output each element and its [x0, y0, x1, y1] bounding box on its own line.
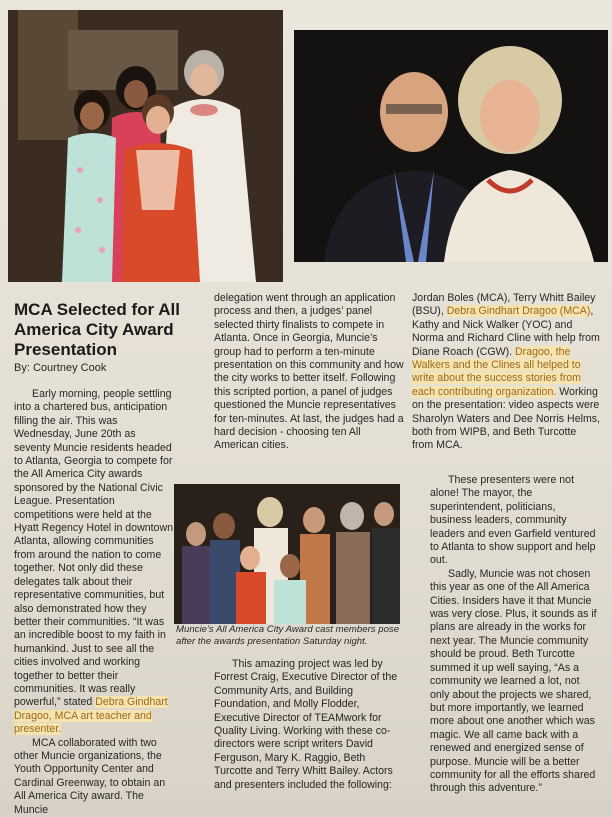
paragraph: delegation went through an application process and then, a judges’ panel selected thirty finalists to compete in Atlanta. Once in Georgia, Muncie’s group had to perform a ten-minute presentation on this community and how the city works to better itself. Following this scripted portion, a panel of judges questioned the Muncie representatives for ten-minutes. At last, the judges had a hard decision - choosing ten All American cities.: [214, 292, 404, 452]
group-photo-top-left: [8, 10, 283, 282]
paragraph: Early morning, people settling into a chartered bus, anticipation filling the air. This was Wednesday, June 20th as seventy Muncie residents headed to Atlanta, Georgia to compete for the All America City awards sponsored by the National Civic League. Presentation competitions were held at the Hyatt Regency Hotel in downtown Atlanta, allowing communities from around the nation to come together. Not only did these delegates talk about their representative communities, but also demonstrated how they better their communities. “It was an incredible boost to my faith in humankind. Just to see all the cities involved and working together to better their communities. It was really powerful,” stated Debra Gindhart Dragoo, MCA art teacher and presenter.: [14, 388, 173, 736]
article-headline: MCA Selected for All America City Award Presentation: [14, 300, 180, 359]
highlighted-text: Debra Gindhart Dragoo (MCA): [446, 305, 591, 318]
paragraph: MCA collaborated with two other Muncie organizations, the Youth Opportunity Center and Cardinal Greenway, to obtain an All America City award. The Muncie: [14, 736, 166, 816]
article-column-1: [14, 388, 174, 817]
article-column-3-narrow: [430, 474, 600, 796]
paragraph: Jordan Boles (MCA), Terry Whitt Bailey (BSU), Debra Gindhart Dragoo (MCA), Kathy and Nick Walker (YOC) and Norma and Richard Cline with help from Diane Roach (CGW). Dragoo, the Walkers and the Clines all helped to write about the success stories from each contributing organization. Working on the presentation: video aspects were Sharolyn Waters and Dee Norris Helms, both from WIPB, and Beth Turcotte from MCA.: [412, 292, 601, 452]
cast-members-group-photo: [174, 484, 400, 624]
photo-caption: Muncie’s All America City Award cast members pose after the awards presentation Saturday night.: [176, 624, 400, 647]
paragraph: These presenters were not alone! The mayor, the superintendent, politicians, business leaders, community leaders and even Garfield ventured to Atlanta to show support and help out.: [430, 474, 596, 567]
article-byline: By: Courtney Cook: [14, 362, 107, 374]
article-column-2-top: [214, 292, 404, 453]
couple-photo-top-right: [294, 30, 608, 262]
article-column-2-bottom: [214, 658, 404, 792]
highlighted-text: Debra Gindhart Dragoo, MCA art teacher and presenter.: [14, 696, 168, 736]
highlighted-text: Dragoo, the Walkers and the Clines all helped to write about the success stories from each contributing organization.: [412, 345, 581, 398]
paragraph: This amazing project was led by Forrest Craig, Executive Director of the Community Arts, and Building Foundation, and Molly Flodder, Executive Director of TEAMwork for Quality Living. Working with these co-directors were script writers David Ferguson, Mary K. Raggio, Beth Turcotte and Terry Whitt Bailey. Actors and presenters included the following:: [214, 658, 398, 791]
paragraph: Sadly, Muncie was not chosen this year as one of the All America Cities. Insiders have it that Muncie was very close. Plus, it sounds as if plans are already in the works for next year. The Muncie community should be proud. Beth Turcotte summed it up well saying, “As a community we learned a lot, not only about the projects we shared, but more importantly, we learned more about one another which was magic. We all came back with a renewed and energized sense of purpose. Muncie will be a better community for all the efforts shared through this adventure.”: [430, 567, 597, 795]
article-column-3: [412, 292, 600, 453]
